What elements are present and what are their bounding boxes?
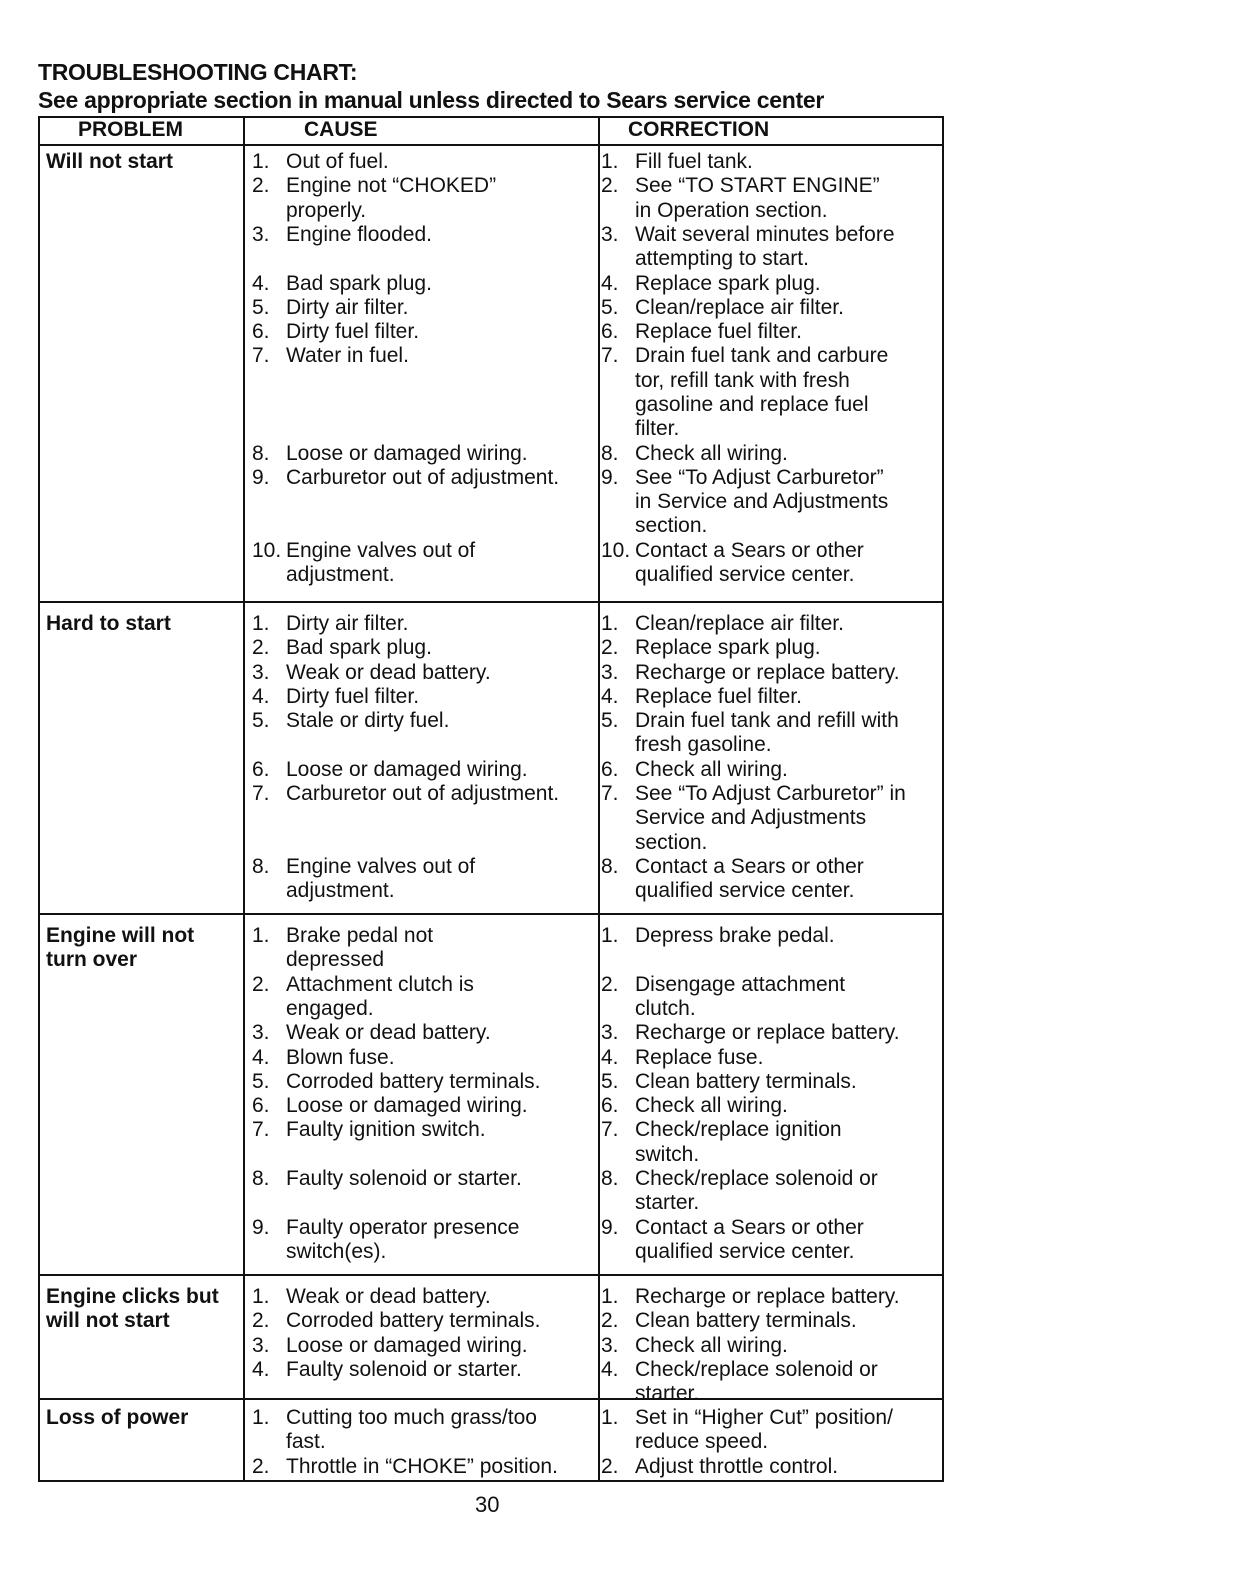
cause-text: Dirty air filter. xyxy=(286,612,409,635)
correction-item xyxy=(601,272,943,296)
correction-number: 1. xyxy=(601,612,619,635)
correction-text: Clean/replace air filter. xyxy=(635,295,844,319)
cause-item xyxy=(252,1216,598,1265)
correction-text: Check/replace solenoid or starter. xyxy=(635,1357,878,1406)
correction-item xyxy=(601,612,943,636)
problem-label: Loss of power xyxy=(46,1406,189,1429)
correction-number: 5. xyxy=(601,295,619,319)
cause-number: 3. xyxy=(252,1021,270,1045)
correction-text: Replace fuel filter. xyxy=(635,684,802,708)
chart-heading xyxy=(38,58,824,114)
correction-item xyxy=(601,924,943,948)
correction-item xyxy=(601,855,943,904)
correction-item xyxy=(601,709,943,758)
correction-item xyxy=(601,296,943,320)
table-border-bottom xyxy=(38,1480,944,1482)
cause-item xyxy=(252,758,598,782)
cause-text: Carburetor out of adjustment. xyxy=(286,465,560,489)
correction-text: See “To Adjust Carburetor” in Service and Adjustments section. xyxy=(635,782,906,854)
correction-text: Contact a Sears or other qualified service center. xyxy=(635,538,864,587)
correction-number: 2. xyxy=(601,636,619,660)
correction-item xyxy=(601,1216,943,1265)
correction-item xyxy=(601,1358,943,1407)
correction-text: Clean battery terminals. xyxy=(635,1069,857,1093)
correction-number: 3. xyxy=(601,222,619,246)
correction-text: Set in “Higher Cut” position/ reduce speed. xyxy=(635,1406,893,1454)
cause-text: Corroded battery terminals. xyxy=(286,1069,541,1093)
cause-item xyxy=(252,1285,598,1309)
correction-item xyxy=(601,539,943,588)
cause-text: Weak or dead battery. xyxy=(286,1285,491,1308)
correction-number: 8. xyxy=(601,441,619,465)
correction-number: 2. xyxy=(601,174,619,198)
correction-text: Check all wiring. xyxy=(635,1333,788,1357)
cause-text: Corroded battery terminals. xyxy=(286,1309,541,1333)
header-cause: CAUSE xyxy=(304,118,378,141)
correction-text: Clean/replace air filter. xyxy=(635,612,844,635)
cause-item xyxy=(252,782,598,806)
cause-number: 10. xyxy=(252,538,282,562)
cause-number: 1. xyxy=(252,150,270,173)
cause-item xyxy=(252,150,598,174)
cause-text: Weak or dead battery. xyxy=(286,660,491,684)
cause-number: 4. xyxy=(252,684,270,708)
correction-number: 5. xyxy=(601,1069,619,1093)
correction-number: 6. xyxy=(601,320,619,344)
cause-text: Dirty air filter. xyxy=(286,295,409,319)
table-border-left xyxy=(38,116,40,1482)
cause-number: 9. xyxy=(252,465,270,489)
cause-text: Engine valves out of adjustment. xyxy=(286,538,476,587)
troubleshooting-table xyxy=(38,116,944,1482)
column-divider-cause-correction xyxy=(598,116,600,1482)
correction-number: 6. xyxy=(601,757,619,781)
correction-item xyxy=(601,1046,943,1070)
cause-number: 8. xyxy=(252,1167,270,1190)
cause-item xyxy=(252,1094,598,1118)
cause-number: 6. xyxy=(252,757,270,781)
correction-number: 7. xyxy=(601,782,619,806)
cause-text: Bad spark plug. xyxy=(286,271,432,295)
correction-number: 2. xyxy=(601,972,619,996)
cause-number: 4. xyxy=(252,1045,270,1069)
correction-text: Recharge or replace battery. xyxy=(635,1285,900,1308)
correction-item xyxy=(601,636,943,660)
cause-item xyxy=(252,1334,598,1358)
cause-item xyxy=(252,1070,598,1094)
column-divider-problem-cause xyxy=(243,116,245,1482)
cause-item xyxy=(252,320,598,344)
correction-number: 3. xyxy=(601,1021,619,1045)
cause-text: Loose or damaged wiring. xyxy=(286,757,528,781)
correction-number: 6. xyxy=(601,1094,619,1118)
cause-number: 7. xyxy=(252,344,270,368)
cause-number: 3. xyxy=(252,660,270,684)
correction-text: Check all wiring. xyxy=(635,1094,788,1118)
cause-text: Water in fuel. xyxy=(286,344,409,368)
correction-text: Check/replace solenoid or starter. xyxy=(635,1167,878,1215)
cause-number: 2. xyxy=(252,972,270,996)
cause-item xyxy=(252,1455,598,1479)
cause-number: 4. xyxy=(252,271,270,295)
cause-number: 6. xyxy=(252,1094,270,1118)
cause-text: Attachment clutch is engaged. xyxy=(286,972,474,1020)
cause-text: Blown fuse. xyxy=(286,1045,395,1069)
cause-text: Weak or dead battery. xyxy=(286,1021,491,1045)
correction-item xyxy=(601,320,943,344)
cause-item xyxy=(252,296,598,320)
section-divider xyxy=(38,913,944,915)
correction-item xyxy=(601,1455,943,1479)
cause-number: 7. xyxy=(252,782,270,806)
header-divider xyxy=(38,144,944,146)
cause-item xyxy=(252,1167,598,1191)
correction-item xyxy=(601,661,943,685)
correction-text: Fill fuel tank. xyxy=(635,150,753,173)
cause-number: 2. xyxy=(252,636,270,660)
cause-item xyxy=(252,466,598,490)
cause-number: 8. xyxy=(252,855,270,878)
cause-number: 2. xyxy=(252,174,270,198)
cause-text: Loose or damaged wiring. xyxy=(286,441,528,465)
cause-number: 7. xyxy=(252,1118,270,1142)
cause-item xyxy=(252,539,598,588)
correction-item xyxy=(601,973,943,1022)
correction-item xyxy=(601,1094,943,1118)
cause-text: Dirty fuel filter. xyxy=(286,684,420,708)
correction-item xyxy=(601,466,943,539)
correction-item xyxy=(601,758,943,782)
cause-text: Faulty solenoid or starter. xyxy=(286,1357,522,1381)
correction-text: Adjust throttle control. xyxy=(635,1454,839,1478)
chart-subtitle: See appropriate section in manual unless directed to Sears service center xyxy=(38,87,824,113)
correction-number: 7. xyxy=(601,1118,619,1142)
cause-number: 3. xyxy=(252,222,270,246)
cause-text: Faulty solenoid or starter. xyxy=(286,1167,522,1190)
cause-number: 8. xyxy=(252,441,270,465)
cause-number: 2. xyxy=(252,1454,270,1478)
correction-item xyxy=(601,1334,943,1358)
correction-number: 5. xyxy=(601,709,619,733)
cause-number: 6. xyxy=(252,320,270,344)
correction-number: 1. xyxy=(601,924,619,947)
cause-number: 5. xyxy=(252,295,270,319)
cause-text: Stale or dirty fuel. xyxy=(286,709,450,733)
correction-number: 7. xyxy=(601,344,619,368)
cause-item xyxy=(252,344,598,368)
cause-item xyxy=(252,636,598,660)
correction-text: Recharge or replace battery. xyxy=(635,1021,900,1045)
cause-item xyxy=(252,1046,598,1070)
correction-item xyxy=(601,150,943,174)
cause-text: Brake pedal not depressed xyxy=(286,924,434,972)
cause-text: Loose or damaged wiring. xyxy=(286,1333,528,1357)
cause-item xyxy=(252,1358,598,1382)
cause-item xyxy=(252,924,598,973)
cause-number: 5. xyxy=(252,709,270,733)
correction-item xyxy=(601,1406,943,1455)
cause-item xyxy=(252,223,598,247)
cause-item xyxy=(252,973,598,1022)
cause-number: 4. xyxy=(252,1357,270,1381)
cause-number: 3. xyxy=(252,1333,270,1357)
cause-text: Cutting too much grass/too fast. xyxy=(286,1406,537,1454)
correction-item xyxy=(601,1285,943,1309)
cause-number: 2. xyxy=(252,1309,270,1333)
cause-text: Carburetor out of adjustment. xyxy=(286,782,560,806)
correction-number: 2. xyxy=(601,1454,619,1478)
correction-number: 8. xyxy=(601,855,619,878)
correction-number: 3. xyxy=(601,660,619,684)
cause-text: Engine valves out of adjustment. xyxy=(286,855,476,903)
cause-item xyxy=(252,442,598,466)
cause-item xyxy=(252,1309,598,1333)
correction-number: 10. xyxy=(601,538,631,562)
problem-label: Engine will not turn over xyxy=(46,924,195,971)
cause-item xyxy=(252,1118,598,1142)
correction-number: 1. xyxy=(601,1406,619,1429)
cause-item xyxy=(252,272,598,296)
correction-number: 4. xyxy=(601,1357,619,1381)
cause-item xyxy=(252,612,598,636)
cause-text: Faulty operator presence switch(es). xyxy=(286,1215,520,1263)
correction-text: Check all wiring. xyxy=(635,757,788,781)
problem-label: Hard to start xyxy=(46,612,171,635)
cause-text: Dirty fuel filter. xyxy=(286,320,420,344)
cause-item xyxy=(252,855,598,904)
cause-text: Faulty ignition switch. xyxy=(286,1118,486,1142)
correction-text: See “TO START ENGINE” in Operation section. xyxy=(635,174,880,222)
correction-number: 2. xyxy=(601,1309,619,1333)
cause-number: 1. xyxy=(252,1285,270,1308)
correction-item xyxy=(601,442,943,466)
cause-item xyxy=(252,1406,598,1455)
correction-text: Disengage attachment clutch. xyxy=(635,972,846,1020)
correction-text: Replace spark plug. xyxy=(635,271,821,295)
correction-item xyxy=(601,1070,943,1094)
cause-item xyxy=(252,1021,598,1045)
correction-item xyxy=(601,344,943,441)
correction-item xyxy=(601,782,943,855)
cause-number: 1. xyxy=(252,924,270,947)
correction-text: Check/replace ignition switch. xyxy=(635,1118,842,1166)
cause-item xyxy=(252,661,598,685)
correction-text: Clean battery terminals. xyxy=(635,1309,857,1333)
correction-item xyxy=(601,1021,943,1045)
cause-text: Engine flooded. xyxy=(286,222,432,246)
correction-number: 4. xyxy=(601,684,619,708)
correction-number: 9. xyxy=(601,465,619,489)
correction-number: 4. xyxy=(601,271,619,295)
correction-item xyxy=(601,223,943,272)
cause-text: Bad spark plug. xyxy=(286,636,432,660)
correction-item xyxy=(601,174,943,223)
cause-item xyxy=(252,709,598,733)
correction-text: Contact a Sears or other qualified service center. xyxy=(635,855,864,903)
correction-number: 4. xyxy=(601,1045,619,1069)
correction-item xyxy=(601,685,943,709)
cause-text: Engine not “CHOKED” properly. xyxy=(286,174,497,222)
correction-item xyxy=(601,1167,943,1216)
correction-number: 3. xyxy=(601,1333,619,1357)
header-correction: CORRECTION xyxy=(628,118,770,141)
correction-text: See “To Adjust Carburetor” in Service and Adjustments section. xyxy=(635,465,889,538)
correction-text: Contact a Sears or other qualified service center. xyxy=(635,1215,864,1263)
correction-item xyxy=(601,1118,943,1167)
correction-text: Replace fuse. xyxy=(635,1045,764,1069)
problem-label: Will not start xyxy=(46,150,173,173)
correction-text: Wait several minutes before attempting to start. xyxy=(635,222,895,271)
cause-text: Loose or damaged wiring. xyxy=(286,1094,528,1118)
header-problem: PROBLEM xyxy=(78,118,183,141)
cause-item xyxy=(252,685,598,709)
cause-number: 9. xyxy=(252,1215,270,1239)
cause-number: 1. xyxy=(252,1406,270,1429)
section-divider xyxy=(38,1274,944,1276)
correction-number: 1. xyxy=(601,150,619,173)
correction-text: Replace fuel filter. xyxy=(635,320,802,344)
correction-number: 9. xyxy=(601,1215,619,1239)
correction-text: Depress brake pedal. xyxy=(635,924,835,947)
correction-number: 1. xyxy=(601,1285,619,1308)
correction-text: Recharge or replace battery. xyxy=(635,660,900,684)
correction-item xyxy=(601,1309,943,1333)
chart-title: TROUBLESHOOTING CHART: xyxy=(38,59,358,85)
cause-number: 5. xyxy=(252,1069,270,1093)
page-number: 30 xyxy=(475,1492,500,1517)
problem-label: Engine clicks but will not start xyxy=(46,1285,219,1332)
cause-item xyxy=(252,174,598,223)
correction-text: Drain fuel tank and refill with fresh gasoline. xyxy=(635,709,899,757)
correction-text: Drain fuel tank and carbure tor, refill tank with fresh gasoline and replace fuel filter. xyxy=(635,344,889,441)
section-divider xyxy=(38,601,944,603)
correction-text: Replace spark plug. xyxy=(635,636,821,660)
cause-number: 1. xyxy=(252,612,270,635)
cause-text: Throttle in “CHOKE” position. xyxy=(286,1454,558,1478)
cause-text: Out of fuel. xyxy=(286,150,389,173)
correction-number: 8. xyxy=(601,1167,619,1190)
correction-text: Check all wiring. xyxy=(635,441,788,465)
